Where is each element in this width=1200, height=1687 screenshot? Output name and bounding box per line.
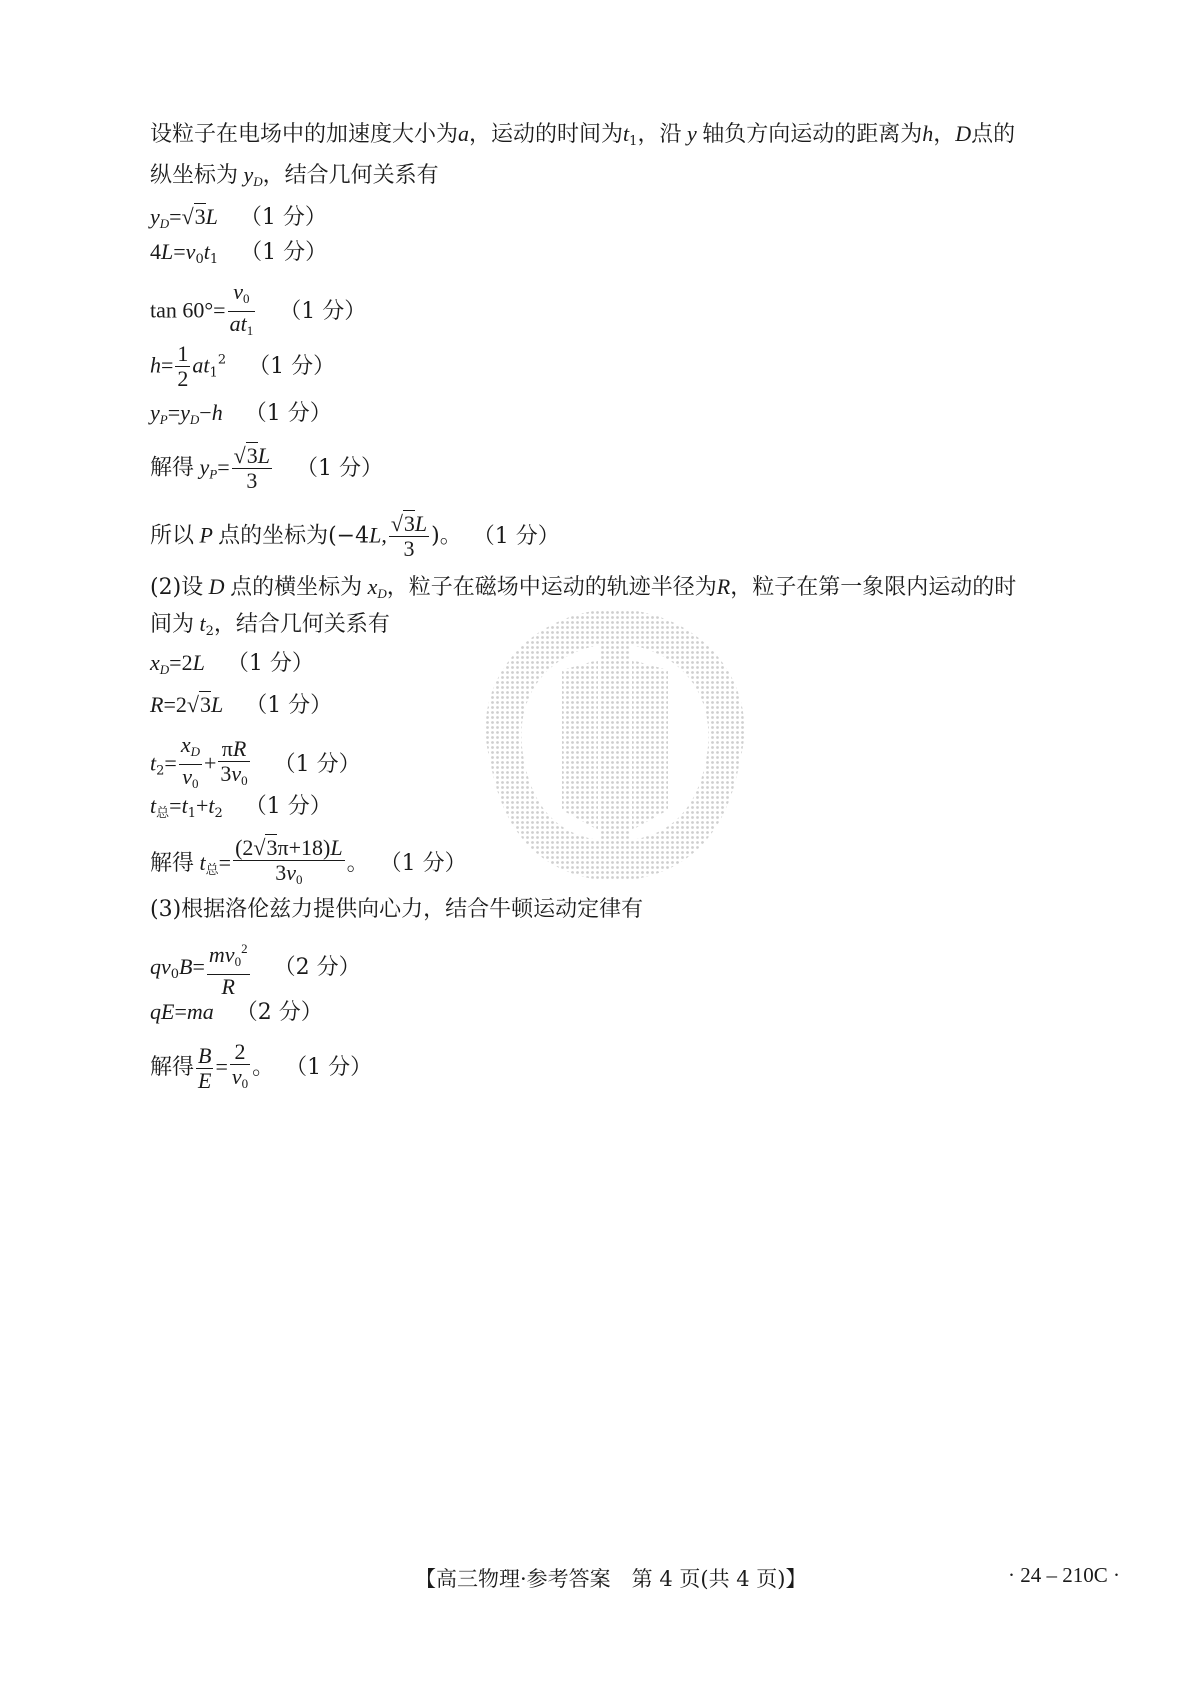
intro-line-2: 纵坐标为 $y_D$，结合几何关系有 (150, 162, 439, 189)
eq-4L: $4L=v_0t_1$ （1 分） (150, 239, 328, 267)
eq-qE: qE=ma （2 分） (150, 999, 323, 1025)
part3-line: (3)根据洛伦兹力提供向心力，结合牛顿运动定律有 (150, 897, 644, 922)
footer-title: 【高三物理·参考答案 第 4 页(共 4 页)】 (415, 1567, 807, 1591)
part2-line-1: (2)设 D 点的横坐标为 $x_D$，粒子在磁场中运动的轨迹半径为R，粒子在第一象限内运动的时 (150, 574, 1017, 601)
eq-t-total: $t_总=t_1+t_2$ （1 分） (150, 793, 332, 821)
footer-code: · 24 – 210C · (1008, 1563, 1120, 1587)
part2-line-2: 间为 $t_2$，结合几何关系有 (150, 611, 390, 639)
eq-yD: $y_D=√3L$ （1 分） (150, 204, 327, 231)
eq-yP: $y_P=y_D-h$ （1 分） (150, 400, 332, 427)
watermark-logo (450, 600, 780, 900)
intro-line-1: 设粒子在电场中的加速度大小为a，运动的时间为$t_1$，沿 y 轴负方向运动的距离为h，D点的 (150, 121, 1016, 149)
eq-xD: $x_D=2L$ （1 分） (150, 650, 314, 677)
eq-qvB: $qv_0B=$ $\frac{mv_0^2}{R}$ （2 分） (150, 941, 361, 999)
eq-point-P: 所以 P 点的坐标为(−4L, $\frac{√3L}{3}$ )。 （1 分） (150, 511, 560, 561)
eq-t2: $t_2=$ $\frac{x_D}{v_0}$ + $\frac{\pi R}{3v_0}$ （1 分） (150, 733, 361, 796)
eq-h: h= $\frac{1}{2}$ $at_1^2$ （1 分） (150, 341, 336, 391)
eq-solve-yP: 解得 $y_P=$ $\frac{√3L}{3}$ （1 分） (150, 443, 383, 493)
eq-solve-B-over-E: 解得 $\frac{B}{E}$ = $\frac{2}{v_0}$ 。 （1 分） (150, 1040, 372, 1096)
eq-R: R=2√3L （1 分） (150, 692, 333, 718)
eq-solve-t-total: 解得 $t_总=$ $\frac{(2√3\pi+18)L}{3v_0}$ 。 （1 分） (150, 836, 467, 892)
eq-tan60: tan 60°= $\frac{v_0}{at_1}$ （1 分） (150, 280, 366, 343)
page-footer (0, 1563, 1200, 1593)
